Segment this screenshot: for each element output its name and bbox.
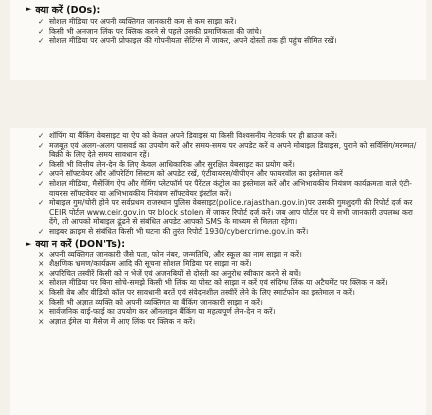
list-item: × सोशल मीडिया पर बिना सोचे-समझे किसी भी लिंक या पोस्ट को साझा न करें एवं संदिग्ध लिंक या अटैचमेंट पर क्लिक न करें। (38, 278, 388, 288)
list-item: ✓ किसी भी अनजान लिंक पर क्लिक करने से पहले उसकी प्रमाणिकता की जांचे। (38, 26, 262, 36)
check-mark-icon: ✓ (38, 198, 45, 208)
list-item: ✓ किसी भी वित्तीय लेन-देन के लिए केवल आधिकारिक और सुरक्षित वेबसाइट का प्रयोग करें। (38, 159, 295, 169)
list-item: ✓ सोशल मीडिया पर अपनी व्यक्तिगत जानकारी कम से कम साझा करें। (38, 17, 237, 26)
cross-mark-icon: × (38, 297, 45, 307)
donts-heading: ► क्या न करें (DON'Ts): (26, 239, 125, 251)
cross-mark-icon: × (38, 307, 45, 317)
triangle-bullet-icon: ► (26, 5, 32, 13)
check-mark-icon: ✓ (38, 159, 45, 169)
list-item: ✓ साइबर क्राइम से संबंधित किसी भी घटना की तुरंत रिपोर्ट 1930/cybercrime.gov.in करें। (38, 226, 309, 236)
list-item: ✓ सोशल मीडिया, मैसेंजिंग ऐप और गेमिंग प्लेटफॉर्म पर पैरेंटल कंट्रोल का इस्तेमाल करें और अभिभावकीय नियंत्रण कार्यक्रमता वाले एंटी-वायरस सॉफ्टवेयर या अभिभावकीय नियंत्रण सॉफ्टवेयर इंस्टॉल करें। (38, 178, 412, 198)
cross-mark-icon: × (38, 287, 45, 297)
list-item: ✓ मजबूत एवं अलग-अलग पासवर्ड का उपयोग करें और समय-समय पर अपडेट करें व अपने मोबाइल डिवाइस, पुराने को सर्विसिंग/मरम्मत/बिक्री के लिए देते समय सावधान रहें। (38, 140, 417, 160)
check-mark-icon: ✓ (38, 140, 45, 150)
list-item: ✓ मोबाइल गुम/चोरी होने पर सर्वप्रथम राजस्थान पुलिस वेबसाइट(police.rajasthan.gov.in)पर उसकी गुमशुदगी की रिपोर्ट दर्ज कर CEIR पोर्टल www.ceir.gov.in पर block stolen में जाकर रिपोर्ट दर्ज करें। जब आप पोर्टल पर ये सभी जानकारी उपलब्ध करा देंगे, तो आपको मोबाइल ढूंढने से संबंधित अपडेट आपको SMS के माध्यम से मिलता रहेगा। (38, 198, 413, 227)
check-mark-icon: ✓ (38, 17, 45, 26)
list-item: × अपनी व्यक्तिगत जानकारी जैसे पता, फोन नंबर, जन्मतिथि, और स्कूल का नाम साझा न करें। (38, 249, 302, 259)
cross-mark-icon: × (38, 259, 45, 269)
list-item: ✓ अपने सॉफ्टवेयर और ऑपरेटिंग सिस्टम को अपडेट रखें, एंटीवायरस/वीपीएन और फायरवॉल का इस्तेमाल करें (38, 169, 343, 179)
page-gap (0, 80, 432, 128)
list-item: × अपरिचित तस्वीरें किसी को न भेजें एवं अजनबियों से दोस्ती का अनुरोध स्वीकार करने से बचें। (38, 268, 302, 278)
cross-mark-icon: × (38, 278, 45, 288)
cross-mark-icon: × (38, 268, 45, 278)
dos-heading: ► क्या करें (DOs): (26, 4, 101, 16)
cross-mark-icon: × (38, 316, 45, 326)
main-section (10, 128, 426, 415)
list-item: × शैक्षणिक भ्रमण/कार्यक्रम आदि की सूचना सोशल मिडिया पर साझा ना करें। (38, 259, 252, 269)
check-mark-icon: ✓ (38, 178, 45, 188)
dos-section-top (10, 0, 426, 80)
list-item: × किसी भी अज्ञात व्यक्ति को अपनी व्यक्तिगत या बैंकिंग जानकारी साझा न करें। (38, 297, 263, 307)
list-item: ✓ सोशल मीडिया पर अपनी प्रोफाइल की गोपनीयता सेटिंग्स में जाकर, अपने दोस्तों तक ही पहुंच सीमित रखें। (38, 36, 337, 46)
check-mark-icon: ✓ (38, 226, 45, 236)
check-mark-icon: ✓ (38, 169, 45, 179)
list-item: ✓ शॉपिंग या बैंकिंग वेबसाइट या ऐप को केवल अपने डिवाइस या किसी विश्वसनीय नेटवर्क पर ही ब्राउज करें। (38, 131, 338, 140)
list-item: × सार्वजनिक वाई-फाई का उपयोग कर ऑनलाइन बैंकिंग या महत्वपूर्ण लेन-देन न करें। (38, 307, 276, 317)
triangle-bullet-icon: ► (26, 239, 32, 248)
list-item: × अज्ञात ईमेल या मैसेज में आए लिंक पर क्लिक न करें। (38, 316, 196, 326)
list-item: × किसी वेब और वीडियो कॉल पर सावधानी बरतें एवं संवेदनशील तस्वीरें लेने के लिए स्मार्टफोन का इस्तेमाल न करें। (38, 287, 355, 297)
check-mark-icon: ✓ (38, 26, 45, 36)
check-mark-icon: ✓ (38, 131, 45, 140)
cross-mark-icon: × (38, 249, 45, 259)
check-mark-icon: ✓ (38, 36, 45, 46)
